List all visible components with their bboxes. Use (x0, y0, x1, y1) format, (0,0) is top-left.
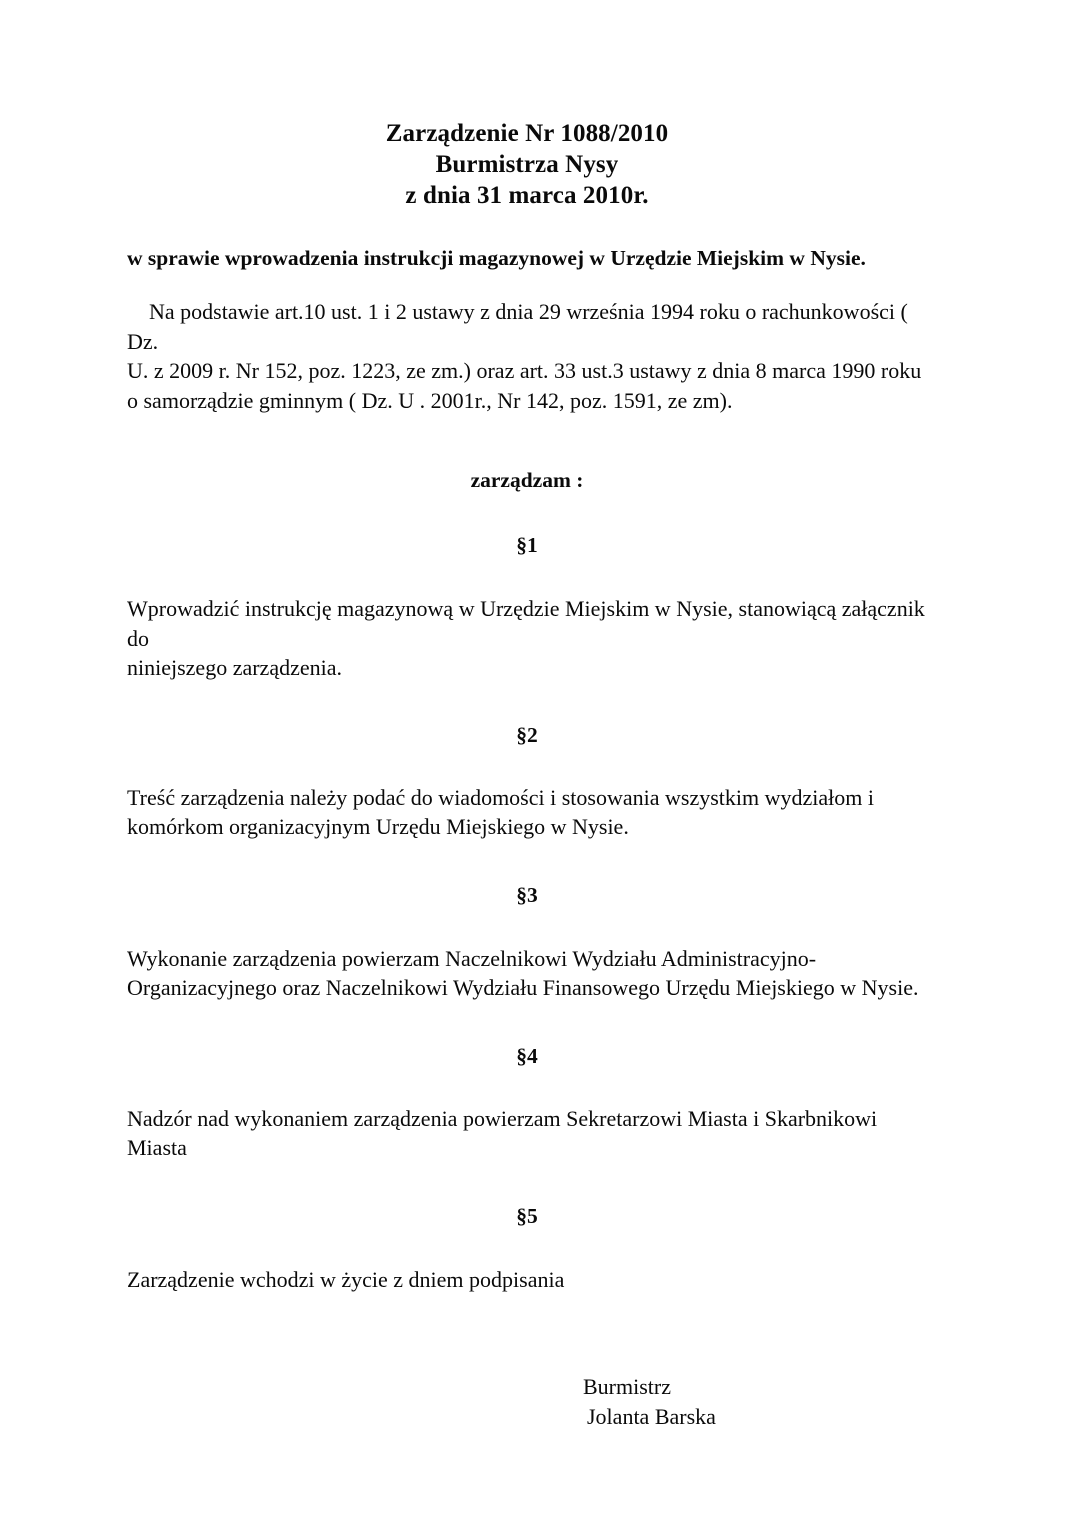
title-line-3: z dnia 31 marca 2010r. (405, 182, 649, 209)
document-title (113, 118, 941, 211)
declaration-text: zarządzam : (470, 468, 584, 492)
section-5-heading: §5 (516, 1203, 538, 1228)
legal-basis-line-3: o samorządzie gminnym ( Dz. U . 2001r., Nr 142, poz. 1591, ze zm). (127, 387, 733, 413)
section-4 (127, 1043, 941, 1163)
document-content (127, 118, 941, 1432)
document-subject: w sprawie wprowadzenia instrukcji magazynowej w Urzędzie Miejskim w Nysie. (127, 246, 866, 270)
section-1-heading: §1 (516, 533, 538, 557)
section-1 (127, 532, 941, 683)
section-2-heading: §2 (516, 722, 538, 747)
title-line-2: Burmistrza Nysy (435, 151, 619, 178)
title-line-1: Zarządzenie Nr 1088/2010 (385, 120, 669, 147)
section-3-heading: §3 (516, 882, 538, 907)
section-4-line-1: Nadzór nad wykonaniem zarządzenia powierzam Sekretarzowi Miasta i Skarbnikowi Miasta (127, 1105, 883, 1160)
legal-basis-paragraph (127, 297, 943, 415)
section-1-body (127, 594, 941, 683)
section-5-body (127, 1265, 941, 1295)
section-3-line-1: Wykonanie zarządzenia powierzam Naczelnikowi Wydziału Administracyjno- (127, 945, 817, 971)
section-2-line-2: komórkom organizacyjnym Urzędu Miejskiego w Nysie. (127, 814, 629, 839)
legal-basis-line-2: U. z 2009 r. Nr 152, poz. 1223, ze zm.) oraz art. 33 ust.3 ustawy z dnia 8 marca 1990 roku (127, 358, 922, 383)
legal-basis-line-1: Na podstawie art.10 ust. 1 i 2 ustawy z dnia 29 września 1994 roku o rachunkowości ( Dz. (127, 299, 914, 354)
section-4-body (127, 1104, 941, 1163)
signature-block (127, 1372, 941, 1432)
section-3-line-2: Organizacyjnego oraz Naczelnikowi Wydziału Finansowego Urzędu Miejskiego w Nysie. (127, 975, 919, 1000)
section-1-line-2: niniejszego zarządzenia. (127, 655, 342, 680)
section-3-body (127, 944, 941, 1003)
section-2 (127, 722, 941, 842)
section-4-heading: §4 (516, 1043, 538, 1068)
section-5-line-1: Zarządzenie wchodzi w życie z dniem podpisania (127, 1266, 565, 1292)
section-5 (127, 1203, 941, 1295)
section-2-body (127, 783, 941, 842)
section-2-line-1: Treść zarządzenia należy podać do wiadomości i stosowania wszystkim wydziałom i (127, 784, 874, 810)
signature-name: Jolanta Barska (587, 1404, 716, 1429)
section-1-line-1: Wprowadzić instrukcję magazynową w Urzędzie Miejskim w Nysie, stanowiącą załącznik do (127, 596, 931, 651)
section-3 (127, 882, 941, 1003)
signature-role: Burmistrz (583, 1374, 671, 1399)
